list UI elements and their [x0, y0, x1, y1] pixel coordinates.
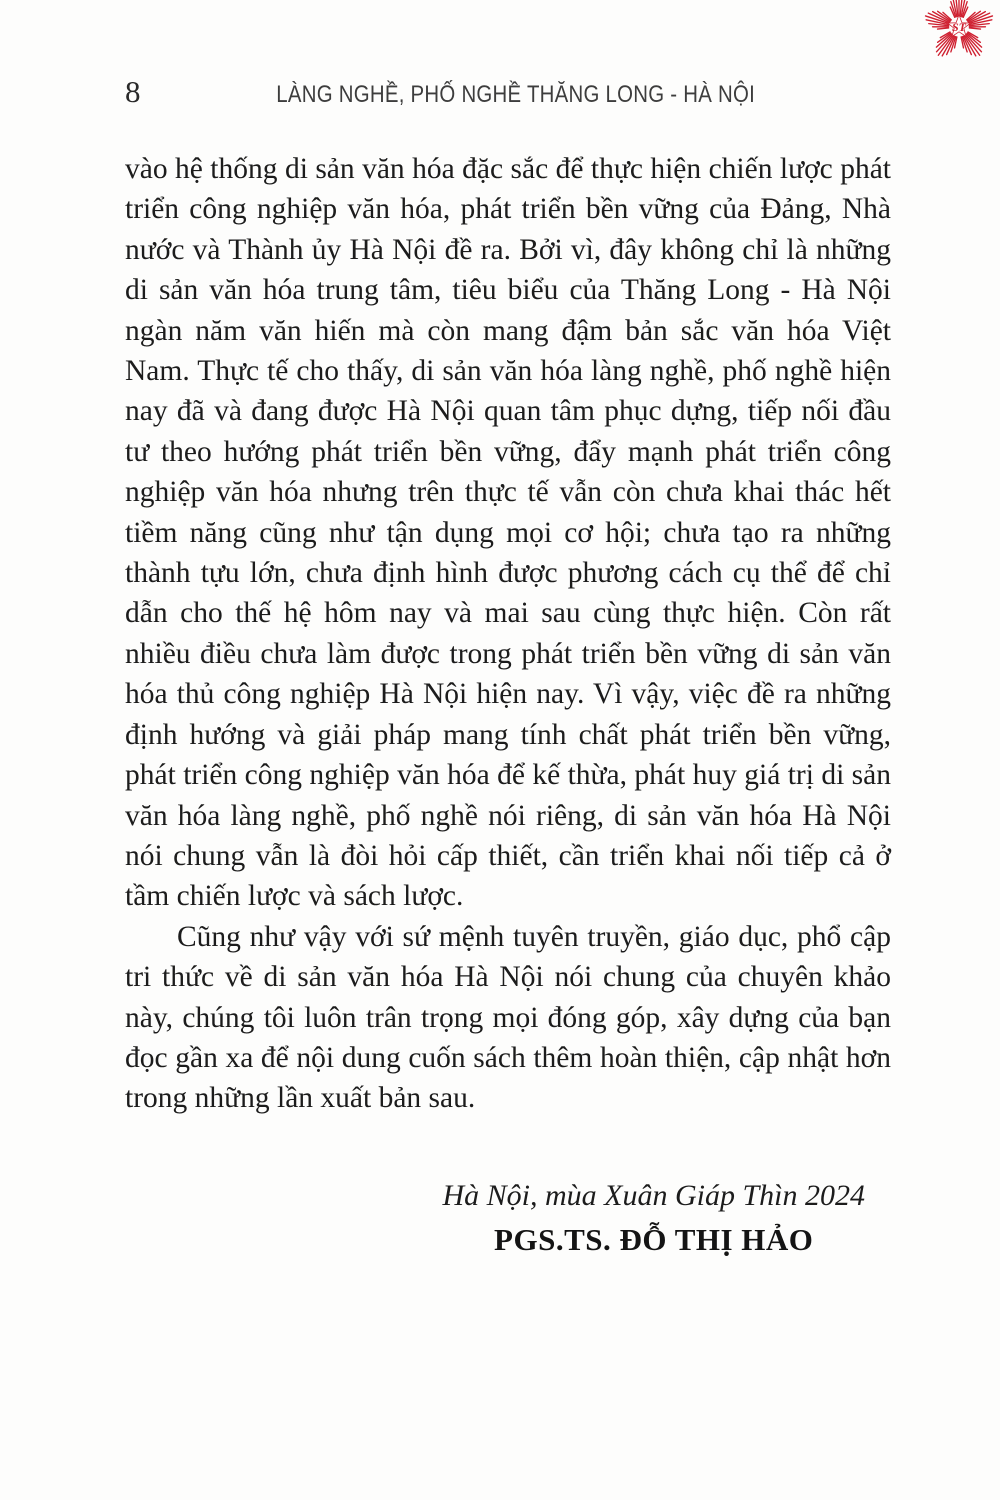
- page-body: [125, 149, 891, 1263]
- running-title-wrap: [141, 81, 891, 109]
- paragraph-continuation: vào hệ thống di sản văn hóa đặc sắc để thực hiện chiến lược phát triển công nghiệp văn hóa, phát triển bền vững của Đảng, Nhà nước và Thành ủy Hà Nội đề ra. Bởi vì, đây không chỉ là những di sản văn hóa trung tâm, tiêu biểu của Thăng Long - Hà Nội ngàn năm văn hiến mà còn mang đậm bản sắc văn hóa Việt Nam. Thực tế cho thấy, di sản văn hóa làng nghề, phố nghề hiện nay đã và đang được Hà Nội quan tâm phục dựng, tiếp nối đầu tư theo hướng phát triển bền vững, đẩy mạnh phát triển công nghiệp văn hóa nhưng trên thực tế vẫn còn chưa khai thác hết tiềm năng cũng như tận dụng mọi cơ hội; chưa tạo ra những thành tựu lớn, chưa định hình được phương cách cụ thể để chỉ dẫn cho thế hệ hôm nay và mai sau cùng thực hiện. Còn rất nhiều điều chưa làm được trong phát triển bền vững di sản văn hóa thủ công nghiệp Hà Nội hiện nay. Vì vậy, việc đề ra những định hướng và giải pháp mang tính chất phát triển bền vững, phát triển công nghiệp văn hóa để kế thừa, phát huy giá trị di sản văn hóa làng nghề, phố nghề nói riêng, di sản văn hóa Hà Nội nói chung vẫn là đòi hỏi cấp thiết, cần triển khai nối tiếp cả ở tầm chiến lược và sách lược.: [125, 153, 891, 913]
- running-title: LÀNG NGHỀ, PHỐ NGHỀ THĂNG LONG - HÀ NỘI: [275, 81, 755, 108]
- signature-inner: [442, 1175, 865, 1263]
- paragraph-closing: Cũng như vậy với sứ mệnh tuyên truyền, giáo dục, phổ cập tri thức về di sản văn hóa Hà Nội nói chung của chuyên khảo này, chúng tôi luôn trân trọng mọi đóng góp, xây dựng của bạn đọc gần xa để nội dung cuốn sách thêm hoàn thiện, cập nhật hơn trong những lần xuất bản sau.: [125, 920, 891, 1115]
- page-number: 8: [125, 74, 141, 109]
- signature-dateline: Hà Nội, mùa Xuân Giáp Thìn 2024: [442, 1178, 865, 1212]
- page-header: [125, 74, 890, 110]
- publisher-star-logo-icon: [919, 0, 999, 62]
- signature-author: PGS.TS. ĐỖ THỊ HẢO: [494, 1221, 814, 1257]
- signature-block: [125, 1175, 891, 1263]
- logo-monogram: ST: [951, 19, 967, 34]
